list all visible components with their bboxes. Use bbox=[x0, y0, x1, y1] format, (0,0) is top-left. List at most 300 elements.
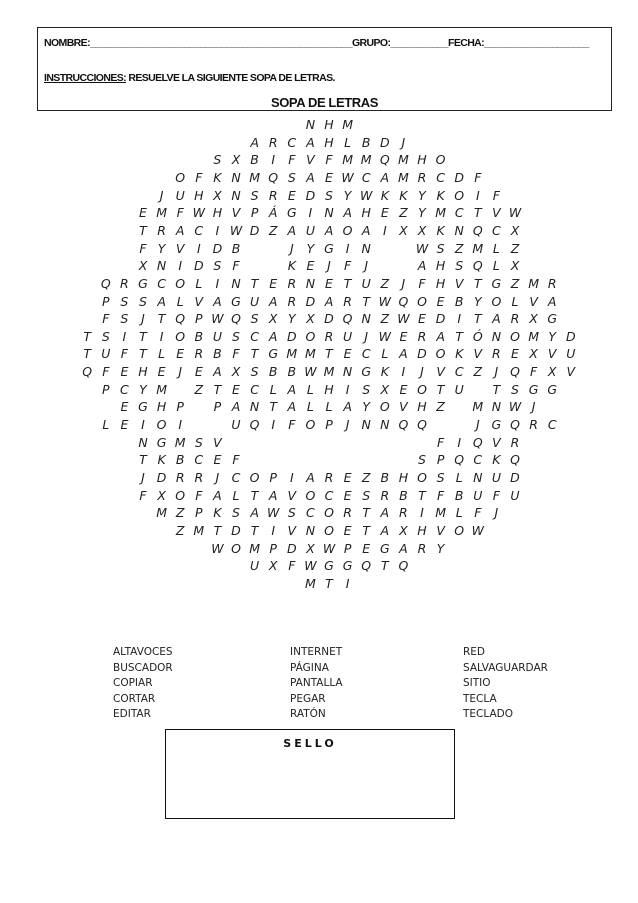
grid-letter: A bbox=[492, 311, 501, 327]
grid-letter: E bbox=[157, 364, 166, 380]
grid-letter: R bbox=[492, 346, 501, 362]
grid-letter: A bbox=[324, 222, 334, 238]
grid-letter: O bbox=[510, 328, 520, 344]
grid-letter: N bbox=[361, 240, 371, 256]
grid-letter: I bbox=[271, 522, 276, 538]
grid-letter: C bbox=[194, 452, 204, 468]
grid-letter: P bbox=[269, 540, 277, 556]
grid-letter: U bbox=[305, 222, 315, 238]
grid-letter: A bbox=[343, 205, 352, 221]
grid-letter: A bbox=[250, 505, 259, 521]
grid-letter: S bbox=[325, 187, 333, 203]
grid-letter: C bbox=[306, 505, 315, 521]
grid-letter: T bbox=[250, 487, 259, 503]
stamp-label: SELLO bbox=[283, 737, 337, 750]
grid-letter: S bbox=[101, 328, 110, 344]
grid-letter: F bbox=[232, 346, 240, 362]
grid-letter: R bbox=[343, 505, 352, 521]
grid-letter: W bbox=[415, 240, 429, 256]
grid-letter: E bbox=[269, 275, 278, 291]
grid-letter: B bbox=[175, 452, 185, 468]
grid-letter: O bbox=[305, 417, 316, 433]
grid-letter: B bbox=[399, 487, 408, 503]
grid-letter: I bbox=[271, 152, 276, 168]
grid-letter: O bbox=[379, 399, 390, 415]
grid-letter: I bbox=[215, 275, 220, 291]
grid-letter: D bbox=[565, 328, 576, 344]
grid-letter: O bbox=[491, 293, 502, 309]
grid-letter: I bbox=[401, 364, 406, 380]
grid-letter: Z bbox=[399, 205, 408, 221]
grid-letter: T bbox=[473, 275, 482, 291]
grid-letter: C bbox=[250, 381, 259, 397]
word-list-item: RATÓN bbox=[290, 708, 326, 721]
grid-letter: Z bbox=[361, 470, 371, 485]
word-list-item: SALVAGUARDAR bbox=[463, 661, 548, 674]
grid-letter: T bbox=[473, 205, 482, 221]
grid-letter: M bbox=[304, 346, 316, 362]
grid-letter: T bbox=[362, 522, 370, 538]
grid-letter: M bbox=[249, 169, 260, 185]
grid-letter: M bbox=[323, 364, 335, 380]
grid-letter: V bbox=[175, 240, 185, 256]
grid-letter: S bbox=[213, 152, 222, 168]
grid-letter: U bbox=[566, 346, 576, 362]
grid-letter: M bbox=[472, 240, 484, 256]
grid-letter: O bbox=[249, 470, 260, 485]
grid-letter: T bbox=[418, 487, 426, 503]
grid-letter: E bbox=[139, 205, 147, 221]
grid-letter: Z bbox=[194, 381, 204, 397]
grid-letter: X bbox=[213, 187, 222, 203]
grid-letter: B bbox=[268, 364, 278, 380]
grid-letter: Q bbox=[398, 558, 409, 574]
grid-letter: P bbox=[343, 540, 352, 556]
grid-letter: Z bbox=[380, 311, 390, 327]
grid-letter: E bbox=[511, 346, 519, 362]
grid-letter: V bbox=[194, 293, 204, 309]
grid-letter: C bbox=[361, 169, 371, 185]
grid-letter: N bbox=[491, 399, 502, 415]
grid-letter: L bbox=[232, 487, 240, 503]
grid-letter: O bbox=[305, 328, 316, 344]
stamp-box bbox=[165, 729, 455, 819]
grupo-blank[interactable]: ___________ bbox=[390, 37, 448, 49]
grid-letter: G bbox=[156, 434, 167, 450]
grid-letter: D bbox=[156, 470, 167, 485]
grid-letter: G bbox=[491, 275, 502, 291]
grid-letter: K bbox=[287, 258, 296, 274]
grid-letter: S bbox=[232, 505, 240, 521]
grid-letter: I bbox=[345, 575, 350, 591]
grid-letter: A bbox=[343, 399, 352, 415]
grid-letter: J bbox=[141, 311, 145, 327]
grid-letter: Q bbox=[82, 364, 93, 380]
grid-letter: T bbox=[213, 522, 222, 538]
grid-letter: C bbox=[250, 328, 259, 344]
grid-letter: F bbox=[195, 169, 203, 185]
grid-letter: X bbox=[268, 558, 278, 574]
grid-letter: M bbox=[304, 575, 316, 591]
grid-letter: V bbox=[306, 152, 315, 168]
grid-letter: Q bbox=[361, 558, 372, 574]
grid-letter: H bbox=[417, 522, 427, 538]
grid-letter: T bbox=[250, 522, 259, 538]
grid-letter: B bbox=[213, 346, 222, 362]
grid-letter: F bbox=[436, 434, 445, 450]
grid-letter: T bbox=[325, 346, 333, 362]
grid-letter: V bbox=[473, 346, 483, 362]
grid-letter: W bbox=[304, 364, 317, 380]
grid-letter: A bbox=[231, 399, 241, 415]
grid-letter: N bbox=[305, 275, 316, 291]
grid-letter: D bbox=[305, 187, 316, 203]
grid-letter: W bbox=[267, 505, 280, 521]
word-list-item: TECLADO bbox=[463, 708, 514, 721]
grid-letter: J bbox=[364, 258, 369, 274]
grid-letter: E bbox=[399, 328, 408, 344]
grid-letter: A bbox=[213, 364, 222, 380]
grid-letter: G bbox=[138, 275, 148, 291]
grid-letter: N bbox=[305, 522, 316, 538]
grid-letter: I bbox=[382, 222, 387, 238]
grid-letter: E bbox=[380, 205, 389, 221]
grid-letter: Z bbox=[454, 240, 464, 256]
grid-letter: A bbox=[213, 487, 222, 503]
grid-letter: K bbox=[436, 187, 445, 203]
grid-letter: Q bbox=[472, 222, 483, 238]
grid-letter: A bbox=[287, 381, 297, 397]
grid-letter: W bbox=[471, 522, 484, 538]
grid-letter: T bbox=[157, 311, 166, 327]
grid-letter: O bbox=[342, 222, 353, 238]
word-list-item: RED bbox=[463, 646, 486, 658]
page-title: SOPA DE LETRAS bbox=[270, 95, 379, 110]
grid-letter: R bbox=[287, 275, 297, 291]
grid-letter: M bbox=[397, 169, 409, 185]
grid-letter: E bbox=[343, 487, 352, 503]
grid-letter: D bbox=[305, 293, 316, 309]
grid-letter: O bbox=[175, 487, 186, 503]
grid-letter: M bbox=[156, 205, 167, 221]
grid-letter: N bbox=[138, 434, 148, 450]
grid-letter: Q bbox=[268, 169, 279, 185]
grid-letter: F bbox=[102, 311, 110, 327]
grid-letter: U bbox=[250, 293, 260, 309]
grid-letter: K bbox=[455, 346, 464, 362]
fecha-blank[interactable]: ____________________ bbox=[484, 37, 589, 49]
grid-letter: F bbox=[288, 152, 296, 168]
grid-letter: Z bbox=[473, 364, 483, 380]
grid-letter: E bbox=[325, 275, 333, 291]
grid-letter: B bbox=[231, 240, 241, 256]
grid-letter: L bbox=[102, 417, 110, 433]
grid-letter: Z bbox=[268, 222, 278, 238]
word-list-item: COPIAR bbox=[113, 677, 153, 690]
grid-letter: T bbox=[362, 293, 370, 309]
grid-letter: C bbox=[454, 205, 464, 221]
grid-letter: D bbox=[286, 328, 297, 344]
grid-letter: M bbox=[397, 152, 409, 168]
grid-letter: A bbox=[250, 134, 259, 150]
grid-letter: G bbox=[528, 381, 539, 397]
grid-letter: X bbox=[306, 311, 315, 327]
grid-letter: T bbox=[473, 311, 482, 327]
grid-letter: D bbox=[417, 346, 427, 362]
grid-letter: V bbox=[287, 522, 297, 538]
grid-letter: Y bbox=[157, 240, 166, 256]
grid-letter: Z bbox=[510, 240, 520, 256]
grid-letter: J bbox=[401, 275, 406, 291]
grid-letter: R bbox=[399, 505, 408, 521]
grid-letter: N bbox=[342, 364, 353, 380]
grid-letter: G bbox=[324, 240, 334, 256]
grid-letter: X bbox=[306, 540, 315, 556]
grid-letter: J bbox=[494, 364, 499, 380]
grid-letter: B bbox=[454, 293, 464, 309]
grid-letter: S bbox=[511, 381, 519, 397]
grid-letter: R bbox=[287, 293, 297, 309]
grid-letter: C bbox=[120, 381, 129, 397]
grid-letter: F bbox=[139, 240, 147, 256]
grid-letter: W bbox=[508, 399, 522, 415]
grid-letter: J bbox=[345, 417, 350, 433]
grid-letter: M bbox=[472, 399, 484, 415]
grid-letter: H bbox=[324, 117, 334, 132]
grid-letter: R bbox=[380, 487, 390, 503]
grid-letter: A bbox=[399, 540, 408, 556]
grid-letter: S bbox=[250, 187, 259, 203]
grid-letter: S bbox=[120, 293, 129, 309]
grid-letter: F bbox=[232, 258, 240, 274]
grid-letter: R bbox=[510, 311, 520, 327]
grid-letter: F bbox=[232, 452, 240, 468]
grid-letter: V bbox=[566, 364, 576, 380]
grid-letter: N bbox=[305, 117, 316, 132]
grid-letter: W bbox=[229, 222, 243, 238]
grid-letter: M bbox=[286, 346, 298, 362]
grid-letter: D bbox=[324, 311, 334, 327]
grid-letter: A bbox=[287, 222, 297, 238]
word-list-item: BUSCADOR bbox=[113, 661, 173, 674]
grid-letter: J bbox=[531, 399, 536, 415]
grid-letter: I bbox=[215, 222, 220, 238]
grid-letter: L bbox=[306, 381, 314, 397]
grid-letter: E bbox=[287, 187, 296, 203]
grid-letter: I bbox=[196, 240, 201, 256]
grid-letter: K bbox=[380, 187, 389, 203]
grid-letter: S bbox=[139, 293, 147, 309]
grid-letter: F bbox=[474, 169, 482, 185]
grid-letter: Q bbox=[472, 258, 483, 274]
grid-letter: T bbox=[455, 328, 463, 344]
grid-letter: Z bbox=[175, 522, 185, 538]
grid-letter: H bbox=[194, 187, 204, 203]
grid-letter: I bbox=[420, 505, 424, 521]
grid-letter: Y bbox=[473, 293, 482, 309]
grid-letter: R bbox=[417, 169, 427, 185]
grid-letter: X bbox=[529, 346, 538, 362]
grid-letter: P bbox=[176, 399, 184, 415]
grid-letter: G bbox=[491, 417, 502, 433]
grid-letter: D bbox=[249, 222, 260, 238]
grid-letter: A bbox=[417, 258, 427, 274]
grid-letter: R bbox=[529, 417, 538, 433]
grid-letter: D bbox=[510, 470, 520, 485]
grid-letter: L bbox=[195, 275, 203, 291]
grid-letter: F bbox=[288, 417, 296, 433]
grid-letter: U bbox=[231, 417, 241, 433]
grid-letter: X bbox=[268, 311, 278, 327]
grid-letter: S bbox=[194, 434, 203, 450]
grid-letter: H bbox=[398, 470, 409, 485]
grid-letter: T bbox=[83, 346, 91, 362]
grid-letter: P bbox=[269, 470, 277, 485]
grid-letter: E bbox=[399, 381, 408, 397]
grid-letter: E bbox=[436, 293, 445, 309]
word-list-item: SITIO bbox=[463, 677, 491, 690]
grid-letter: M bbox=[435, 505, 446, 521]
grid-letter: O bbox=[324, 505, 334, 521]
grid-letter: S bbox=[436, 240, 445, 256]
grid-letter: Q bbox=[417, 417, 427, 433]
grid-letter: J bbox=[420, 364, 424, 380]
nombre-label: NOMBRE: bbox=[44, 37, 90, 49]
grid-letter: B bbox=[454, 487, 464, 503]
grid-letter: Q bbox=[100, 275, 111, 291]
grid-letter: V bbox=[399, 399, 408, 415]
grid-letter: D bbox=[193, 258, 204, 274]
grid-letter: U bbox=[473, 487, 483, 503]
grid-letter: R bbox=[324, 328, 334, 344]
grid-letter: K bbox=[157, 452, 166, 468]
grid-letter: I bbox=[141, 417, 145, 433]
grid-letter: I bbox=[345, 240, 350, 256]
grid-letter: H bbox=[324, 381, 334, 397]
grid-letter: A bbox=[436, 328, 445, 344]
grid-letter: D bbox=[212, 240, 223, 256]
grid-letter: S bbox=[120, 311, 129, 327]
grid-letter: A bbox=[380, 505, 390, 521]
grid-letter: Q bbox=[510, 417, 520, 433]
word-list-item: INTERNET bbox=[290, 646, 343, 658]
grid-letter: A bbox=[268, 293, 278, 309]
grid-letter: Q bbox=[175, 311, 186, 327]
grid-letter: S bbox=[287, 169, 296, 185]
grid-letter: X bbox=[231, 364, 241, 380]
grid-letter: K bbox=[399, 187, 408, 203]
grid-letter: J bbox=[364, 328, 369, 344]
grid-letter: E bbox=[343, 470, 352, 485]
grid-letter: C bbox=[492, 222, 501, 238]
word-list-item: TECLA bbox=[463, 692, 497, 705]
grid-letter: V bbox=[454, 275, 464, 291]
grid-letter: A bbox=[380, 169, 390, 185]
grid-letter: B bbox=[287, 364, 297, 380]
grid-letter: M bbox=[156, 505, 167, 521]
grid-letter: T bbox=[380, 558, 389, 574]
grid-letter: F bbox=[195, 487, 203, 503]
grid-letter: I bbox=[289, 470, 294, 485]
grid-letter: I bbox=[345, 381, 350, 397]
grid-letter: E bbox=[120, 364, 129, 380]
grid-letter: C bbox=[194, 222, 204, 238]
grid-letter: G bbox=[342, 558, 353, 574]
grid-letter: A bbox=[361, 222, 371, 238]
grid-letter: T bbox=[83, 328, 91, 344]
grid-letter: W bbox=[378, 328, 391, 344]
grid-letter: P bbox=[102, 293, 110, 309]
grid-letter: N bbox=[231, 169, 241, 185]
grid-letter: G bbox=[547, 381, 558, 397]
grid-letter: R bbox=[268, 187, 278, 203]
grid-letter: Q bbox=[398, 293, 409, 309]
grid-letter: O bbox=[417, 293, 427, 309]
grid-letter: C bbox=[361, 346, 371, 362]
grid-letter: C bbox=[473, 452, 483, 468]
nombre-blank[interactable]: __________________________________________________ bbox=[89, 37, 352, 49]
grid-letter: P bbox=[195, 505, 203, 521]
grid-letter: N bbox=[473, 470, 483, 485]
grid-letter: C bbox=[157, 275, 166, 291]
grid-letter: F bbox=[102, 364, 110, 380]
grid-letter: V bbox=[436, 522, 445, 538]
fecha-label: FECHA: bbox=[448, 37, 485, 49]
grid-letter: U bbox=[361, 275, 371, 291]
grid-letter: F bbox=[120, 346, 128, 362]
grid-letter: M bbox=[528, 275, 539, 291]
grid-letter: U bbox=[212, 328, 222, 344]
grid-letter: X bbox=[399, 222, 408, 238]
grid-letter: L bbox=[455, 505, 463, 521]
grid-letter: Z bbox=[510, 275, 520, 291]
grid-letter: S bbox=[362, 487, 371, 503]
grid-letter: R bbox=[343, 293, 352, 309]
grid-letter: M bbox=[249, 540, 260, 556]
grid-letter: T bbox=[325, 575, 333, 591]
grid-letter: Q bbox=[454, 452, 465, 468]
grid-letter: F bbox=[474, 505, 482, 521]
grid-letter: S bbox=[362, 381, 371, 397]
grid-letter: F bbox=[529, 364, 538, 380]
grid-letter: O bbox=[417, 381, 427, 397]
grid-letter: O bbox=[305, 487, 316, 503]
grupo-label: GRUPO: bbox=[351, 37, 391, 49]
grid-letter: I bbox=[475, 187, 480, 203]
instructions-label: INSTRUCCIONES: bbox=[44, 72, 127, 84]
grid-letter: O bbox=[435, 152, 446, 168]
grid-letter: Z bbox=[380, 275, 390, 291]
grid-letter: Q bbox=[231, 311, 241, 327]
grid-letter: E bbox=[176, 346, 185, 362]
grid-letter: W bbox=[192, 205, 205, 221]
grid-letter: K bbox=[213, 169, 222, 185]
grid-letter: R bbox=[547, 275, 557, 291]
grid-letter: M bbox=[528, 328, 539, 344]
grid-letter: H bbox=[156, 399, 167, 415]
grid-letter: N bbox=[231, 275, 241, 291]
grid-letter: Q bbox=[472, 434, 483, 450]
grid-letter: I bbox=[178, 258, 183, 274]
grid-letter: X bbox=[510, 222, 520, 238]
grid-letter: T bbox=[250, 346, 259, 362]
grid-letter: T bbox=[139, 222, 147, 238]
grid-letter: R bbox=[157, 222, 166, 238]
word-list-item: PÁGINA bbox=[290, 661, 329, 674]
grid-letter: M bbox=[342, 117, 353, 132]
grid-letter: O bbox=[417, 470, 427, 485]
grid-letter: A bbox=[380, 522, 390, 538]
